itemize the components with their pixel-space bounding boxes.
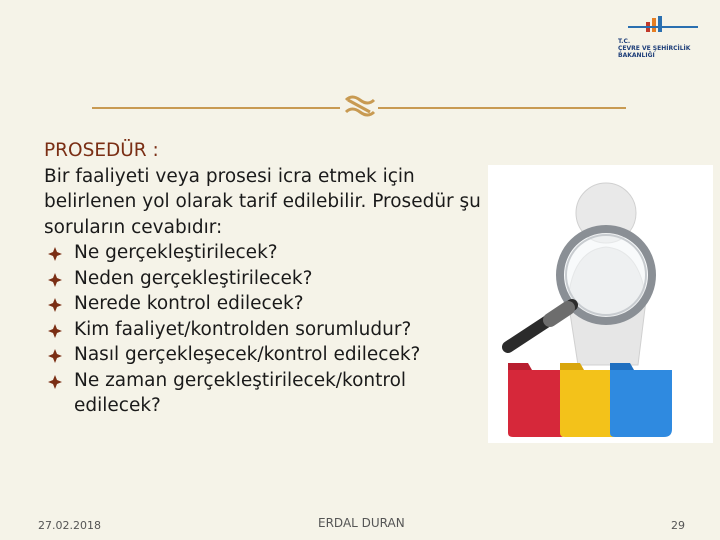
- slide-content: [44, 138, 494, 419]
- bullet-item: [44, 342, 494, 368]
- bullet-text: Nasıl gerçekleşecek/kontrol edilecek?: [74, 344, 421, 365]
- procedure-heading: PROSEDÜR :: [44, 140, 159, 161]
- bullet-icon: [48, 375, 62, 389]
- bullet-text: Ne gerçekleştirilecek?: [74, 242, 278, 263]
- bullet-icon: [48, 298, 62, 312]
- bullet-icon: [48, 273, 62, 287]
- bullet-item: [44, 317, 494, 343]
- bullet-text: Kim faaliyet/kontrolden sorumludur?: [74, 318, 412, 340]
- bullet-icon: [48, 247, 62, 261]
- bullet-icon: [48, 349, 62, 363]
- divider-right: [378, 107, 626, 109]
- footer-date: 27.02.2018: [38, 519, 101, 532]
- bullet-text: Ne zaman gerçekleştirilecek/kontrol edilecek?: [74, 369, 407, 416]
- bullet-item: [44, 266, 494, 292]
- magnifier-folders-illustration: [488, 165, 713, 443]
- page-number: 29: [671, 519, 685, 532]
- ministry-logo: [614, 14, 702, 68]
- bullet-item: [44, 240, 494, 266]
- logo-text: T.C. ÇEVRE VE ŞEHİRCİLİK BAKANLIĞI: [618, 38, 691, 59]
- logo-bars-icon: [646, 16, 666, 32]
- illustration-figure: [488, 165, 713, 443]
- bullet-text: Neden gerçekleştirilecek?: [74, 267, 313, 289]
- bullet-item: [44, 291, 494, 317]
- bullet-text: Nerede kontrol edilecek?: [74, 293, 304, 314]
- footer-author: ERDAL DURAN: [318, 516, 405, 530]
- procedure-intro: Bir faaliyeti veya prosesi icra etmek için belirlenen yol olarak tarif edilebilir. Prosedür şu soruların cevabıdır:: [44, 165, 481, 238]
- scroll-ornament-icon: [340, 92, 378, 120]
- divider-left: [92, 107, 340, 109]
- bullet-icon: [48, 324, 62, 338]
- bullet-item: [44, 368, 494, 419]
- logo-underline: [628, 26, 698, 28]
